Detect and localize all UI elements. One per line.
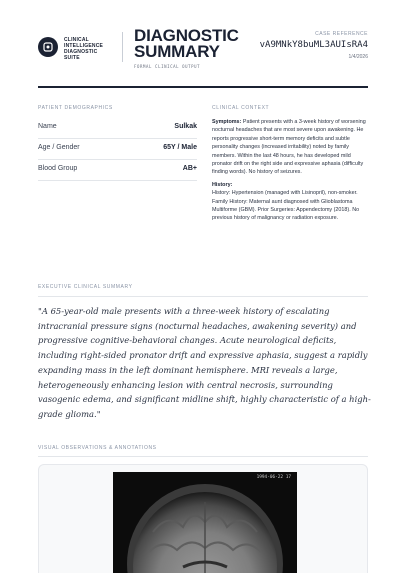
executive-summary-text: "A 65-year-old male presents with a three-week history of escalating intracranial pressure signs (nocturnal headaches, awakening severity) and progressive cognitive-behavioral changes. Acute neurological deficits, including right-sided pronator drift and expressive aphasia, suggest a rapidly expanding mass in the left dominant hemisphere. MRI reveals a large, heterogeneously enhancing lesion with central necrosis, surrounding vasogenic edema, and significant midline shift, highly characteristic of a high-grade glioma." — [38, 306, 371, 419]
brain-scan-icon — [113, 472, 297, 573]
observations-rule — [38, 456, 368, 457]
demographics-row-name: Name Sulkak — [38, 118, 197, 139]
mri-scan-image[interactable] — [113, 472, 297, 573]
executive-summary-label: EXECUTIVE CLINICAL SUMMARY — [38, 284, 133, 290]
demographics-row-blood-group: Blood Group AB+ — [38, 160, 197, 181]
header-divider — [122, 32, 123, 62]
clinical-context — [212, 118, 368, 223]
observations-card — [38, 464, 368, 573]
symptoms-label: Symptoms: — [212, 119, 242, 125]
demographics-row-age-gender: Age / Gender 65Y / Male — [38, 139, 197, 160]
brand-logo-icon — [38, 37, 58, 57]
executive-summary-rule — [38, 296, 368, 297]
case-reference-id: vA9MNkY8buML3AUIsRA4 — [259, 40, 368, 50]
symptoms-paragraph — [212, 118, 368, 177]
observations-label: VISUAL OBSERVATIONS & ANNOTATIONS — [38, 445, 157, 451]
case-date: 1/4/2026 — [348, 54, 368, 60]
demographics-table — [38, 118, 197, 181]
case-reference-label: CASE REFERENCE — [315, 31, 368, 37]
clinical-context-label: CLINICAL CONTEXT — [212, 105, 270, 111]
demographics-label: PATIENT DEMOGRAPHICS — [38, 105, 113, 111]
page-subtitle: FORMAL CLINICAL OUTPUT — [134, 64, 201, 69]
scan-timestamp: 1994-06-22 17 — [256, 475, 291, 480]
symptoms-text: Patient presents with a 3-week history of worsening nocturnal headaches that are most severe upon awakening. He reports progressive short-term memory deficits and subtle personality changes (increased irritability) noted by family members. Within the last 48 hours, he has developed mild pronator drift on the right side and expressive aphasia (difficulty finding words). No history of seizures. — [212, 119, 366, 176]
brand-name: CLINICAL INTELLIGENCE DIAGNOSTIC SUITE — [64, 37, 104, 61]
history-label: History: — [212, 181, 233, 188]
report-header — [38, 26, 368, 72]
page-title: DIAGNOSTIC SUMMARY — [134, 26, 239, 61]
header-rule — [38, 86, 368, 88]
history-text: History: Hypertension (managed with Lisinopril), non-smoker. Family History: Maternal aunt diagnosed with Glioblastoma Multiforme (GBM). Prior Surgeries: Appendectomy (2018). No previous history of malignancy or radiation exposure. — [212, 190, 360, 222]
